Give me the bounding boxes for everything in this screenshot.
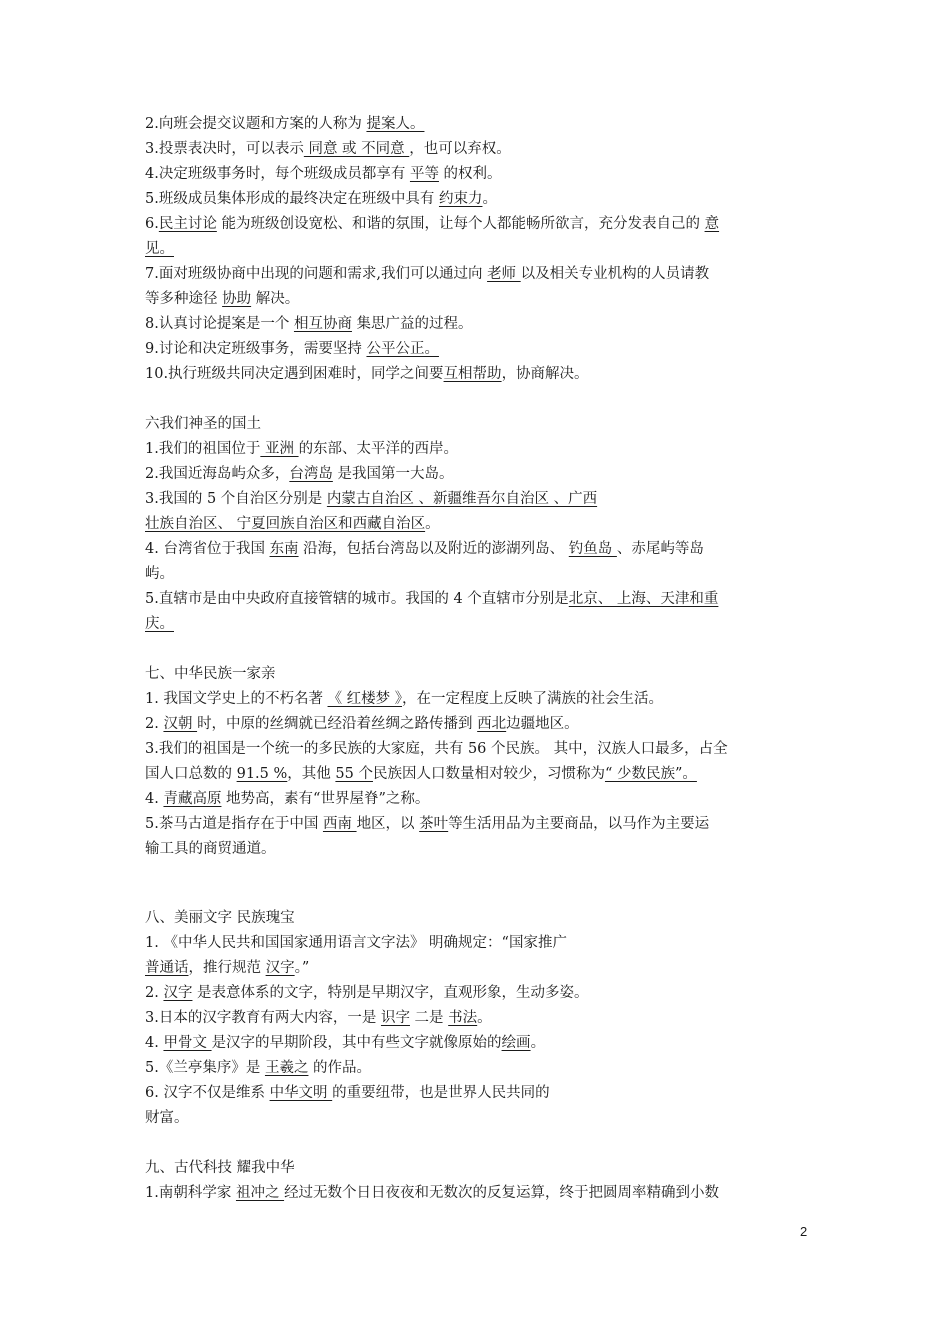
text-segment: 2.: [145, 716, 164, 732]
spacer: [145, 1131, 810, 1156]
answer-blank: 普通话: [145, 960, 189, 976]
text-segment: 民族因人口数量相对较少，习惯称为: [372, 766, 605, 782]
answer-blank: 青藏高原: [163, 791, 222, 807]
text-segment: 财富。: [145, 1110, 189, 1126]
text-segment: 集思广益的过程。: [351, 316, 473, 332]
text-segment: 4.: [145, 1035, 164, 1051]
text-line: [145, 212, 810, 237]
page-number: 2: [800, 1224, 808, 1239]
text-line: [145, 762, 810, 787]
text-segment: ，协商解决。: [501, 366, 589, 382]
answer-blank: 见。: [145, 241, 174, 257]
text-segment: ，推行规范: [188, 960, 266, 976]
answer-blank: 汉字: [163, 985, 193, 1001]
answer-blank: 茶叶: [419, 816, 449, 832]
text-segment: ，在一定程度上反映了满族的社会生活。: [402, 691, 664, 707]
text-line: [145, 1056, 810, 1081]
text-line: [145, 237, 810, 262]
spacer: [145, 862, 810, 906]
text-segment: 1. 我国文学史上的不朽名著: [145, 691, 328, 707]
text-segment: 屿。: [145, 566, 174, 582]
text-line: [145, 462, 810, 487]
answer-blank: 老师: [487, 266, 521, 282]
answer-blank: 同意 或 不同意: [303, 141, 410, 157]
answer-blank: 绘画: [501, 1035, 531, 1051]
text-segment: 。: [482, 191, 497, 207]
answer-blank: 王羲之: [264, 1060, 309, 1076]
text-line: [145, 1106, 810, 1131]
text-segment: 能为班级创设宽松、和谐的氛围，让每个人都能畅所欲言，充分发表自己的: [216, 216, 705, 232]
answer-blank: 钓鱼岛: [568, 541, 617, 557]
text-segment: 时，中原的丝绸就已经沿着丝绸之路传播到: [197, 716, 478, 732]
text-line: [145, 262, 810, 287]
text-line: [145, 587, 810, 612]
text-line: [145, 137, 810, 162]
text-segment: 、赤尾屿等岛: [616, 541, 704, 557]
answer-blank: 甲骨文: [163, 1035, 212, 1051]
text-segment: 7.面对班级协商中出现的问题和需求,我们可以通过向: [145, 266, 488, 282]
text-line: [145, 837, 810, 862]
text-segment: ，也可以弃权。: [409, 141, 511, 157]
answer-blank: 书法: [448, 1010, 478, 1026]
text-segment: 。: [530, 1035, 546, 1051]
text-segment: 。”: [294, 960, 310, 976]
text-segment: 3.日本的汉字教育有两大内容，一是: [145, 1010, 381, 1026]
text-line: [145, 812, 810, 837]
text-segment: 边疆地区。: [506, 716, 579, 732]
answer-blank: 民主讨论: [158, 216, 217, 232]
text-segment: 4.决定班级事务时，每个班级成员都享有: [145, 166, 410, 182]
text-line: [145, 562, 810, 587]
text-segment: 八、美丽文字 民族瑰宝: [145, 910, 295, 926]
text-segment: 的东部、太平洋的西岸。: [298, 441, 459, 457]
text-line: [145, 662, 810, 687]
answer-blank: 东南: [269, 541, 299, 557]
text-line: [145, 437, 810, 462]
answer-blank: 公平公正。: [366, 341, 439, 357]
answer-blank: 识字: [380, 1010, 410, 1026]
answer-blank: 约束力: [438, 191, 483, 207]
text-segment: 。: [425, 516, 440, 532]
text-segment: 2.我国近海岛屿众多，: [145, 466, 290, 482]
text-line: [145, 112, 810, 137]
text-segment: 3.我们的祖国是一个统一的多民族的大家庭，共有 56 个民族。 其中，汉族人口最多，占全: [145, 741, 728, 757]
text-segment: 解决。: [251, 291, 300, 307]
text-segment: 二是: [409, 1010, 449, 1026]
text-segment: 的重要纽带，也是世界人民共同的: [332, 1085, 550, 1101]
text-segment: 地区，以: [356, 816, 420, 832]
text-segment: 4.: [145, 791, 164, 807]
text-segment: 等多种途径: [145, 291, 223, 307]
answer-blank: 祖冲之: [235, 1185, 285, 1201]
text-segment: 5.《兰亭集序》是: [145, 1060, 265, 1076]
answer-blank: 91.5 %: [236, 766, 288, 782]
text-segment: 6. 汉字不仅是维系: [145, 1085, 270, 1101]
answer-blank: 北京、 上海、天津和重: [568, 591, 719, 607]
text-segment: ，其他: [287, 766, 336, 782]
text-line: [145, 981, 810, 1006]
text-line: [145, 487, 810, 512]
text-segment: 等生活用品为主要商品，以马作为主要运: [448, 816, 710, 832]
text-line: [145, 1006, 810, 1031]
text-line: [145, 412, 810, 437]
text-line: [145, 931, 810, 956]
answer-blank: 《 红楼梦 》: [327, 691, 403, 707]
text-line: [145, 362, 810, 387]
text-line: [145, 162, 810, 187]
text-segment: 经过无数个日日夜夜和无数次的反复运算，终于把圆周率精确到小数: [284, 1185, 720, 1201]
answer-blank: 庆。: [145, 616, 174, 632]
text-line: [145, 312, 810, 337]
text-segment: 沿海，包括台湾岛以及附近的澎湖列岛、: [298, 541, 569, 557]
answer-blank: 平等: [409, 166, 439, 182]
text-segment: 是表意体系的文字，特别是早期汉字，直观形象，生动多姿。: [192, 985, 589, 1001]
text-segment: 是我国第一大岛。: [332, 466, 454, 482]
text-segment: 国人口总数的: [145, 766, 237, 782]
text-segment: 5.班级成员集体形成的最终决定在班级中具有: [145, 191, 439, 207]
text-segment: 3.投票表决时，可以表示: [145, 141, 304, 157]
text-segment: 。: [477, 1010, 492, 1026]
text-line: [145, 612, 810, 637]
answer-blank: 西南: [322, 816, 357, 832]
answer-blank: 意: [704, 216, 720, 232]
answer-blank: 内蒙古自治区 、新疆维吾尔自治区 、广西: [326, 491, 598, 507]
text-line: [145, 737, 810, 762]
answer-blank: 中华文明: [269, 1085, 333, 1101]
text-line: [145, 787, 810, 812]
answer-blank: 台湾岛: [289, 466, 333, 482]
text-segment: 是汉字的早期阶段，其中有些文字就像原始的: [211, 1035, 502, 1051]
answer-blank: 协助: [222, 291, 252, 307]
text-line: [145, 337, 810, 362]
answer-blank: “ 少数民族”。: [604, 766, 697, 782]
text-line: [145, 512, 810, 537]
spacer: [145, 387, 810, 412]
text-segment: 六我们神圣的国土: [145, 416, 261, 432]
text-segment: 5.直辖市是由中央政府直接管辖的城市。我国的 4 个直辖市分别是: [145, 591, 569, 607]
answer-blank: 壮族自治区、 宁夏回族自治区和西藏自治区: [145, 516, 426, 532]
answer-blank: 汉字: [265, 960, 295, 976]
text-segment: 的权利。: [438, 166, 502, 182]
text-line: [145, 1031, 810, 1056]
text-segment: 10.执行班级共同决定遇到困难时，同学之间要: [145, 366, 444, 382]
text-line: [145, 687, 810, 712]
text-line: [145, 187, 810, 212]
text-segment: 2.向班会提交议题和方案的人称为: [145, 116, 367, 132]
text-line: [145, 1081, 810, 1106]
answer-blank: 西北: [477, 716, 507, 732]
spacer: [145, 637, 810, 662]
text-segment: 1. 《中华人民共和国国家通用语言文字法》 明确规定：“国家推广: [145, 935, 567, 951]
text-line: [145, 1181, 810, 1206]
text-segment: 九、古代科技 耀我中华: [145, 1160, 295, 1176]
text-segment: 输工具的商贸通道。: [145, 841, 276, 857]
document-body: [145, 112, 810, 1206]
text-segment: 8.认真讨论提案是一个: [145, 316, 294, 332]
text-segment: 4. 台湾省位于我国: [145, 541, 270, 557]
answer-blank: 55 个: [335, 766, 373, 782]
answer-blank: 互相帮助: [443, 366, 502, 382]
text-segment: 的作品。: [308, 1060, 372, 1076]
text-segment: 1.我们的祖国位于: [145, 441, 261, 457]
text-segment: 地势高，素有“世界屋脊”之称。: [221, 791, 430, 807]
text-line: [145, 906, 810, 931]
answer-blank: 相互协商: [293, 316, 352, 332]
text-segment: 5.茶马古道是指存在于中国: [145, 816, 323, 832]
text-line: [145, 537, 810, 562]
answer-blank: 汉朝: [163, 716, 198, 732]
text-line: [145, 1156, 810, 1181]
text-line: [145, 287, 810, 312]
text-segment: 以及相关专业机构的人员请教: [520, 266, 710, 282]
text-line: [145, 712, 810, 737]
text-segment: 七、中华民族一家亲: [145, 666, 276, 682]
text-segment: 6.: [145, 216, 159, 232]
text-segment: 1.南朝科学家: [145, 1185, 236, 1201]
answer-blank: 提案人。: [366, 116, 425, 132]
answer-blank: 亚洲: [260, 441, 299, 457]
text-line: [145, 956, 810, 981]
text-segment: 3.我国的 5 个自治区分别是: [145, 491, 327, 507]
text-segment: 9.讨论和决定班级事务，需要坚持: [145, 341, 367, 357]
text-segment: 2.: [145, 985, 164, 1001]
